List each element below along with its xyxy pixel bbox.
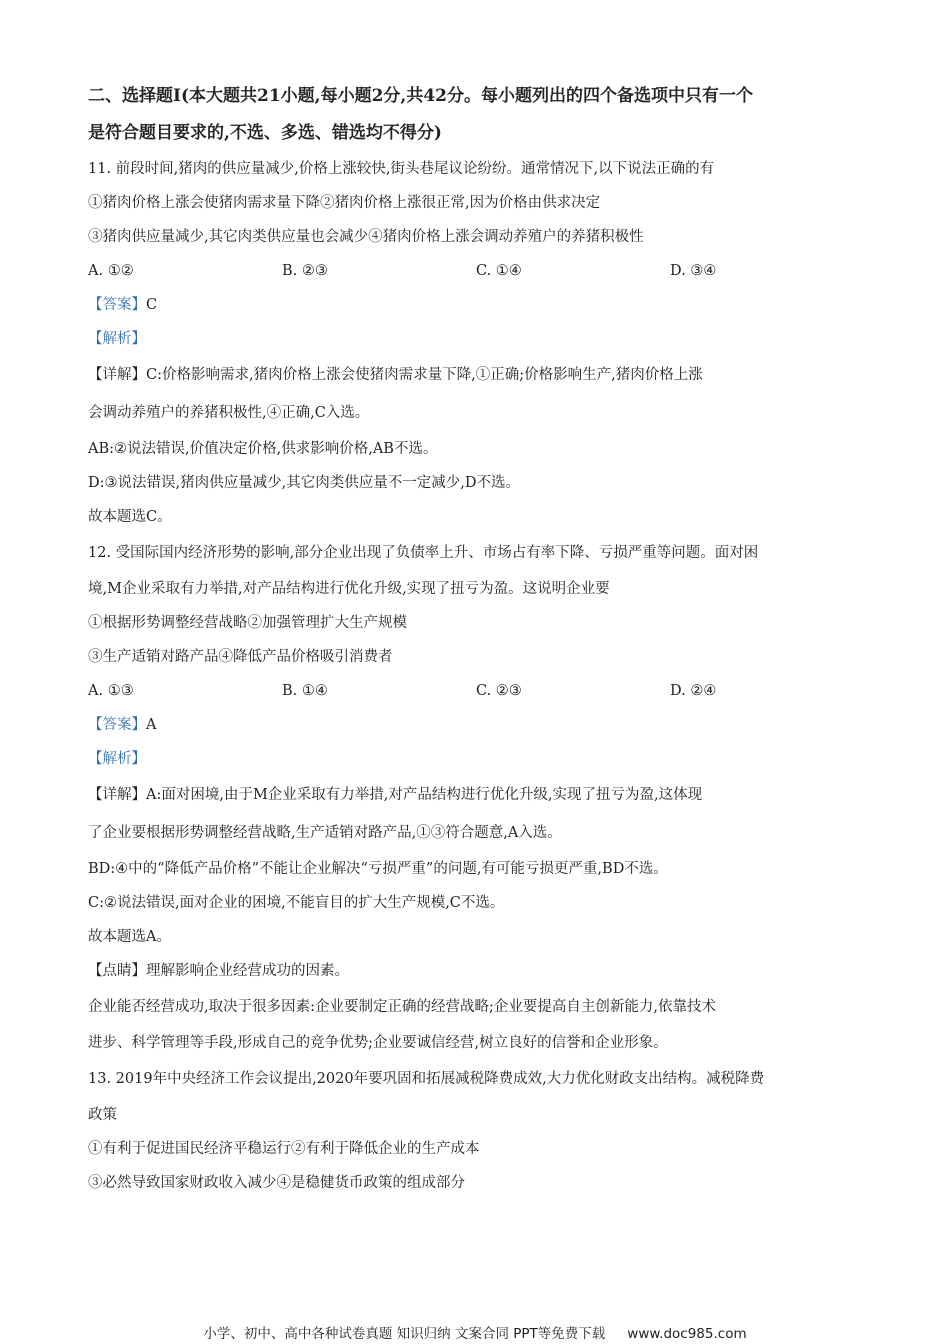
statement-line: ①根据形势调整经营战略②加强管理扩大生产规模 bbox=[88, 615, 407, 631]
analysis-line bbox=[88, 742, 868, 776]
option-b: B. ①④ bbox=[282, 683, 328, 699]
answer-tag: 【答案】 bbox=[88, 297, 146, 313]
detail-line: AB:②说法错误,价值决定价格,供求影响价格,AB不选。 bbox=[88, 441, 438, 457]
option-d: D. ②④ bbox=[670, 683, 717, 699]
detail-line: BD:④中的“降低产品价格”不能让企业解决“亏损严重”的问题,有可能亏损更严重,BD不选。 bbox=[88, 861, 668, 877]
document-page bbox=[88, 78, 868, 1200]
detail-line: D:③说法错误,猪肉供应量减少,其它肉类供应量不一定减少,D不选。 bbox=[88, 475, 520, 491]
answer-value: C bbox=[146, 297, 158, 313]
detail-line: 了企业要根据形势调整经营战略,生产适销对路产品,①③符合题意,A入选。 bbox=[88, 825, 562, 841]
detail-text: C:价格影响需求,猪肉价格上涨会使猪肉需求量下降,①正确;价格影响生产,猪肉价格上涨 bbox=[146, 367, 703, 383]
footer-text: 小学、初中、高中各种试卷真题 知识归纳 文案合同 PPT等免费下载 bbox=[203, 1326, 606, 1342]
detail-line bbox=[88, 776, 868, 814]
tip-text: 理解影响企业经营成功的因素。 bbox=[146, 963, 349, 979]
tip-tag: 【点睛】 bbox=[88, 963, 146, 979]
question-stem: 政策 bbox=[88, 1107, 117, 1123]
question-12 bbox=[88, 534, 868, 1060]
detail-line: C:②说法错误,面对企业的困境,不能盲目的扩大生产规模,C不选。 bbox=[88, 895, 505, 911]
answer-line bbox=[88, 708, 868, 742]
analysis-tag: 【解析】 bbox=[88, 331, 146, 347]
detail-line bbox=[88, 356, 868, 394]
conclusion-line: 故本题选A。 bbox=[88, 929, 171, 945]
statement-line: ①猪肉价格上涨会使猪肉需求量下降②猪肉价格上涨很正常,因为价格由供求决定 bbox=[88, 195, 601, 211]
option-a: A. ①② bbox=[88, 263, 134, 279]
answer-value: A bbox=[146, 717, 157, 733]
option-row bbox=[88, 254, 868, 288]
tip-detail-line: 进步、科学管理等手段,形成自己的竞争优势;企业要诚信经营,树立良好的信誉和企业形象。 bbox=[88, 1035, 668, 1051]
detail-tag: 【详解】 bbox=[88, 787, 146, 803]
option-c: C. ①④ bbox=[476, 263, 522, 279]
question-stem: 12. 受国际国内经济形势的影响,部分企业出现了负债率上升、市场占有率下降、亏损严重等问题。面对困 bbox=[88, 545, 759, 561]
tip-detail-line: 企业能否经营成功,取决于很多因素:企业要制定正确的经营战略;企业要提高自主创新能力,依靠技术 bbox=[88, 999, 716, 1015]
section-title-line-2: 是符合题目要求的,不选、多选、错选均不得分) bbox=[88, 123, 442, 143]
question-stem: 13. 2019年中央经济工作会议提出,2020年要巩固和拓展减税降费成效,大力优化财政支出结构。减税降费 bbox=[88, 1071, 765, 1087]
conclusion-line: 故本题选C。 bbox=[88, 509, 172, 525]
section-title-line-1: 二、选择题Ⅰ(本大题共21小题,每小题2分,共42分。每小题列出的四个备选项中只有一个 bbox=[88, 86, 753, 106]
analysis-line bbox=[88, 322, 868, 356]
statement-line: ①有利于促进国民经济平稳运行②有利于降低企业的生产成本 bbox=[88, 1141, 480, 1157]
analysis-tag: 【解析】 bbox=[88, 751, 146, 767]
option-row bbox=[88, 674, 868, 708]
footer-url[interactable]: www.doc985.com bbox=[627, 1326, 747, 1342]
answer-tag: 【答案】 bbox=[88, 717, 146, 733]
option-a: A. ①③ bbox=[88, 683, 134, 699]
question-stem: 11. 前段时间,猪肉的供应量减少,价格上涨较快,街头巷尾议论纷纷。通常情况下,以下说法正确的有 bbox=[88, 161, 715, 177]
detail-text: A:面对困境,由于M企业采取有力举措,对产品结构进行优化升级,实现了扭亏为盈,这体现 bbox=[146, 787, 703, 803]
statement-line: ③生产适销对路产品④降低产品价格吸引消费者 bbox=[88, 649, 393, 665]
statement-line: ③猪肉供应量减少,其它肉类供应量也会减少④猪肉价格上涨会调动养殖户的养猪积极性 bbox=[88, 229, 644, 245]
question-13 bbox=[88, 1060, 868, 1200]
page-footer bbox=[0, 1322, 950, 1342]
statement-line: ③必然导致国家财政收入减少④是稳健货币政策的组成部分 bbox=[88, 1175, 465, 1191]
question-stem: 境,M企业采取有力举措,对产品结构进行优化升级,实现了扭亏为盈。这说明企业要 bbox=[88, 581, 610, 597]
tip-line bbox=[88, 954, 868, 988]
detail-tag: 【详解】 bbox=[88, 367, 146, 383]
answer-line bbox=[88, 288, 868, 322]
option-c: C. ②③ bbox=[476, 683, 522, 699]
option-d: D. ③④ bbox=[670, 263, 717, 279]
question-11 bbox=[88, 152, 868, 534]
detail-line: 会调动养殖户的养猪积极性,④正确,C入选。 bbox=[88, 405, 370, 421]
option-b: B. ②③ bbox=[282, 263, 328, 279]
